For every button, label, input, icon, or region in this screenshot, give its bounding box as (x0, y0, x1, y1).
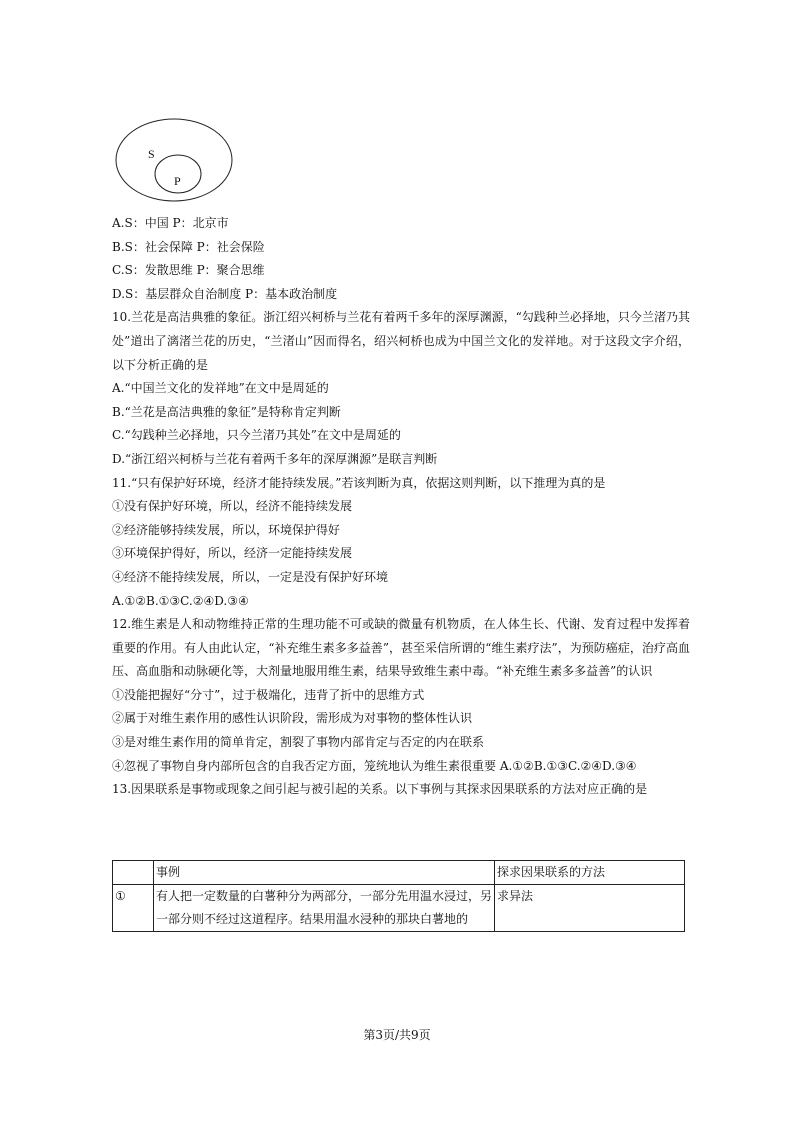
q12-item-1: ①没能把握好“分寸”，过于极端化，违背了折中的思维方式 (112, 687, 425, 702)
q12-item-4: ④忽视了事物自身内部所包含的自我否定方面，笼统地认为维生素很重要 A.①②B.①③C.②④D.③④ (112, 758, 637, 773)
q13-table (112, 860, 685, 932)
table-header-example: 事例 (154, 861, 495, 885)
outer-circle-s (116, 119, 232, 201)
q10-option-a: A.“中国兰文化的发祥地”在文中是周延的 (112, 381, 329, 396)
page-number: 第3页/共9页 (363, 1028, 431, 1042)
table-header-row (113, 861, 685, 885)
venn-diagram (110, 112, 260, 208)
label-p: P (174, 174, 181, 188)
q10-option-c: C.“勾践种兰必择地，只今兰渚乃其处”在文中是周延的 (112, 428, 401, 443)
table-cell-example: 有人把一定数量的白薯种分为两部分，一部分先用温水浸过，另一部分则不经过这道程序。结果用温水浸种的那块白薯地的 (154, 885, 495, 932)
q11-item-3: ③环境保护得好，所以，经济一定能持续发展 (112, 546, 353, 561)
label-s: S (148, 147, 155, 161)
q10-option-b: B.“兰花是高洁典雅的象征”是特称肯定判断 (112, 404, 341, 419)
table-cell-num: ① (113, 885, 154, 932)
q11-answer-options: A.①②B.①③C.②④D.③④ (112, 593, 249, 608)
q11-stem: 11.“只有保护好环境，经济才能持续发展。”若该判断为真，依据这则判断，以下推理为真的是 (112, 475, 606, 490)
q10-option-d: D.“浙江绍兴柯桥与兰花有着两千多年的深厚渊源”是联言判断 (112, 451, 438, 466)
q12-item-2: ②属于对维生素作用的感性认识阶段，需形成为对事物的整体性认识 (112, 711, 473, 726)
q9-option-c: C.S：发散思维 P：聚合思维 (112, 263, 265, 278)
table-cell-method: 求异法 (495, 885, 685, 932)
q11-item-4: ④经济不能持续发展，所以，一定是没有保护好环境 (112, 569, 389, 584)
q9-option-d: D.S：基层群众自治制度 P：基本政治制度 (112, 286, 338, 301)
q13-stem: 13.因果联系是事物或现象之间引起与被引起的关系。以下事例与其探求因果联系的方法对应正确的是 (112, 782, 648, 797)
table-header-method: 探求因果联系的方法 (495, 861, 685, 885)
table-row (113, 885, 685, 932)
q10-stem: 10.兰花是高洁典雅的象征。浙江绍兴柯桥与兰花有着两千多年的深厚渊源，“勾践种兰必择地，只今兰渚乃其处”道出了漓渚兰花的历史，“兰渚山”因而得名，绍兴柯桥也成为中国兰文化的发祥地。对于这段文字介绍，以下分析正确的是 (112, 310, 690, 372)
questions (112, 212, 690, 802)
table-header-num (113, 861, 154, 885)
q12-stem: 12.维生素是人和动物维持正常的生理功能不可或缺的微量有机物质，在人体生长、代谢、发育过程中发挥着重要的作用。有人由此认定，“补充维生素多多益善”，甚至采信所谓的“维生素疗法”，为预防癌症，治疗高血压、高血脂和动脉硬化等，大剂量地服用维生素，结果导致维生素中毒。“补充维生素多多益善”的认识 (112, 617, 690, 679)
q11-item-1: ①没有保护好环境，所以，经济不能持续发展 (112, 499, 353, 514)
q9-option-a: A.S：中国 P：北京市 (112, 216, 229, 230)
q11-item-2: ②经济能够持续发展，所以，环境保护得好 (112, 522, 341, 537)
q9-option-b: B.S：社会保障 P：社会保险 (112, 239, 265, 254)
q12-item-3: ③是对维生素作用的简单肯定，割裂了事物内部肯定与否定的内在联系 (112, 735, 485, 750)
